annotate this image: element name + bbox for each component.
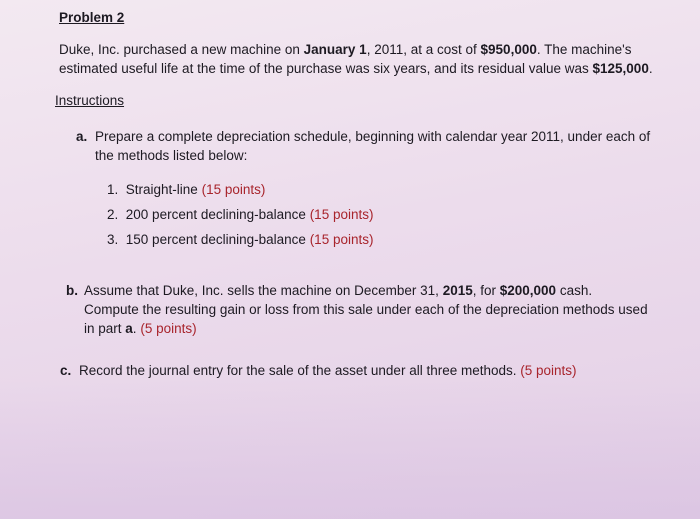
part-b-line-1: Assume that Duke, Inc. sells the machine on December 31, 2015, for $200,000 cash. xyxy=(84,283,593,298)
purchase-cost: $950,000 xyxy=(480,42,537,57)
sale-amount: $200,000 xyxy=(499,283,557,298)
part-c-label: c. xyxy=(60,363,72,378)
residual-value: $125,000 xyxy=(592,61,649,76)
part-b-line-3: in part a. (5 points) xyxy=(84,321,197,336)
points-label: (15 points) xyxy=(309,207,374,222)
problem-title: Problem 2 xyxy=(59,10,125,25)
method-name: 150 percent declining-balance xyxy=(125,232,306,247)
points-label: (5 points) xyxy=(520,363,577,378)
purchase-date: January 1 xyxy=(303,42,367,57)
sale-year: 2015 xyxy=(442,283,473,298)
part-c-line: Record the journal entry for the sale of the asset under all three methods. (5 points) xyxy=(79,363,577,378)
part-b-label: b. xyxy=(66,283,78,298)
points-label: (5 points) xyxy=(140,321,197,336)
background-shading xyxy=(0,380,700,519)
method-name: Straight-line xyxy=(125,182,198,197)
method-item: 1. Straight-line (15 points) xyxy=(107,182,266,197)
instructions-heading: Instructions xyxy=(55,93,125,108)
method-name: 200 percent declining-balance xyxy=(125,207,306,222)
intro-line-1: Duke, Inc. purchased a new machine on January 1, 2011, at a cost of $950,000. The machine's xyxy=(59,42,632,57)
part-a-label: a. xyxy=(76,129,88,144)
part-a-line-2: the methods listed below: xyxy=(95,148,248,163)
intro-line-2: estimated useful life at the time of the purchase was six years, and its residual value was $125,000. xyxy=(59,61,653,76)
method-item: 3. 150 percent declining-balance (15 points) xyxy=(107,232,374,247)
method-item: 2. 200 percent declining-balance (15 points) xyxy=(107,207,374,222)
points-label: (15 points) xyxy=(201,182,266,197)
part-b-line-2: Compute the resulting gain or loss from this sale under each of the depreciation methods used xyxy=(84,302,648,317)
part-a-line-1: Prepare a complete depreciation schedule, beginning with calendar year 2011, under each of xyxy=(95,129,651,144)
points-label: (15 points) xyxy=(309,232,374,247)
